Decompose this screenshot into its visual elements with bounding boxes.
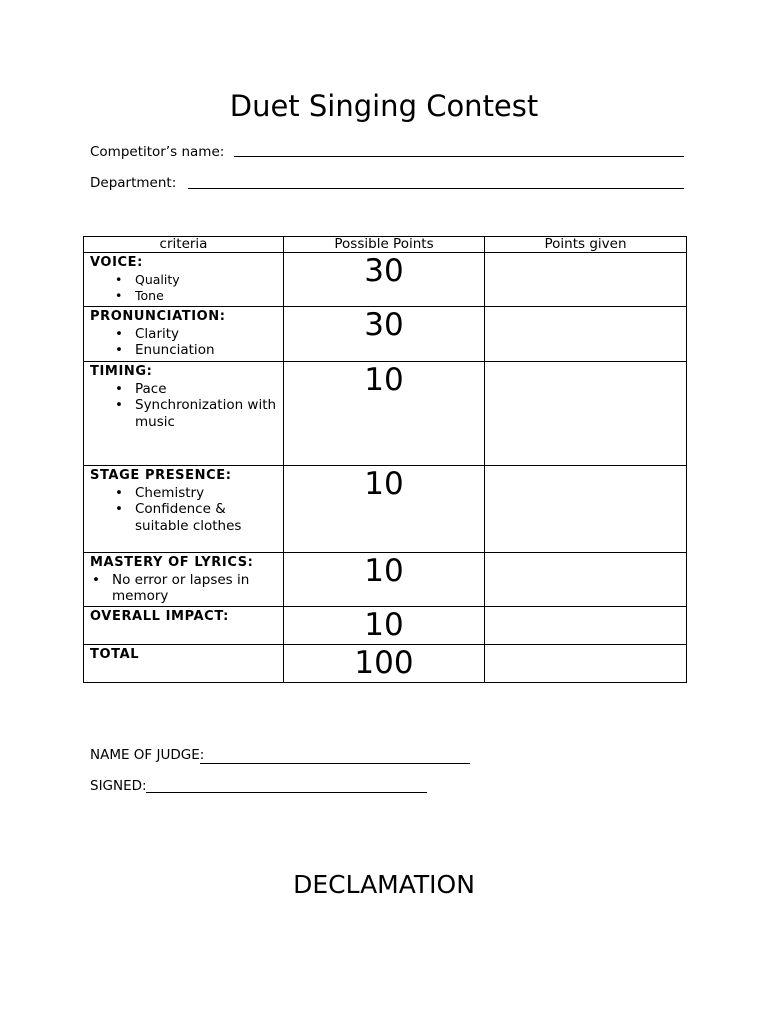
criteria-cell: [84, 253, 284, 307]
possible-points-cell: 30: [284, 307, 485, 362]
list-item: • Synchronization with music: [135, 397, 277, 430]
total-given-cell[interactable]: [485, 645, 687, 683]
judge-name-label: NAME OF JUDGE:: [90, 747, 205, 763]
department-label: Department:: [90, 175, 177, 191]
page-title: Duet Singing Contest: [229, 89, 539, 123]
total-points-cell: 100: [284, 645, 485, 683]
department-line[interactable]: [188, 188, 684, 189]
signed-field: [90, 777, 147, 795]
possible-points-cell: 10: [284, 553, 485, 607]
criteria-list: [90, 381, 277, 431]
total-label: TOTAL: [90, 647, 140, 662]
possible-points-cell: 30: [284, 253, 485, 307]
criteria-list: [90, 485, 277, 535]
points-given-cell[interactable]: [485, 553, 687, 607]
table-row: [84, 253, 687, 307]
criteria-name: PRONUNCIATION:: [90, 309, 226, 324]
header-criteria: criteria: [84, 237, 284, 253]
possible-points-cell: 10: [284, 607, 485, 645]
table-header-row: [84, 237, 687, 253]
competitor-name-label: Competitor’s name:: [90, 144, 225, 160]
list-item: • Quality: [135, 272, 277, 289]
table-row: [84, 607, 687, 645]
criteria-cell: [84, 553, 284, 607]
criteria-cell: [84, 607, 284, 645]
points-given-cell[interactable]: [485, 253, 687, 307]
department-field: [90, 174, 176, 192]
criteria-name: MASTERY OF LYRICS:: [90, 555, 254, 570]
judge-name-line[interactable]: [200, 763, 470, 764]
list-item: • Chemistry: [135, 485, 277, 502]
judge-name-field: [90, 746, 204, 764]
criteria-list: [90, 272, 277, 305]
table-row: [84, 466, 687, 553]
scoring-table: [83, 236, 687, 683]
criteria-name: STAGE PRESENCE:: [90, 468, 232, 483]
list-item: • Clarity: [135, 326, 277, 343]
possible-points-cell: 10: [284, 466, 485, 553]
criteria-name: OVERALL IMPACT:: [90, 609, 229, 624]
criteria-name: VOICE:: [90, 255, 143, 270]
list-item: • Tone: [135, 288, 277, 305]
signed-label: SIGNED:: [90, 778, 147, 794]
criteria-name: TIMING:: [90, 364, 153, 379]
points-given-cell[interactable]: [485, 307, 687, 362]
list-item: • Confidence & suitable clothes: [135, 501, 277, 534]
list-item: • No error or lapses in memory: [112, 572, 277, 605]
points-given-cell[interactable]: [485, 362, 687, 466]
criteria-list: [90, 326, 277, 359]
criteria-cell: [84, 362, 284, 466]
list-item: • Enunciation: [135, 342, 277, 359]
header-possible-points: Possible Points: [284, 237, 485, 253]
criteria-list: [90, 572, 277, 605]
table-row: [84, 362, 687, 466]
criteria-cell: [84, 645, 284, 683]
declamation-heading: DECLAMATION: [293, 870, 475, 899]
table-row: [84, 553, 687, 607]
total-row: [84, 645, 687, 683]
competitor-name-line[interactable]: [234, 156, 684, 157]
list-item: • Pace: [135, 381, 277, 398]
criteria-cell: [84, 466, 284, 553]
signed-line[interactable]: [146, 792, 427, 793]
competitor-name-field: [90, 143, 224, 161]
points-given-cell[interactable]: [485, 607, 687, 645]
criteria-cell: [84, 307, 284, 362]
points-given-cell[interactable]: [485, 466, 687, 553]
header-points-given: Points given: [485, 237, 687, 253]
table-row: [84, 307, 687, 362]
possible-points-cell: 10: [284, 362, 485, 466]
